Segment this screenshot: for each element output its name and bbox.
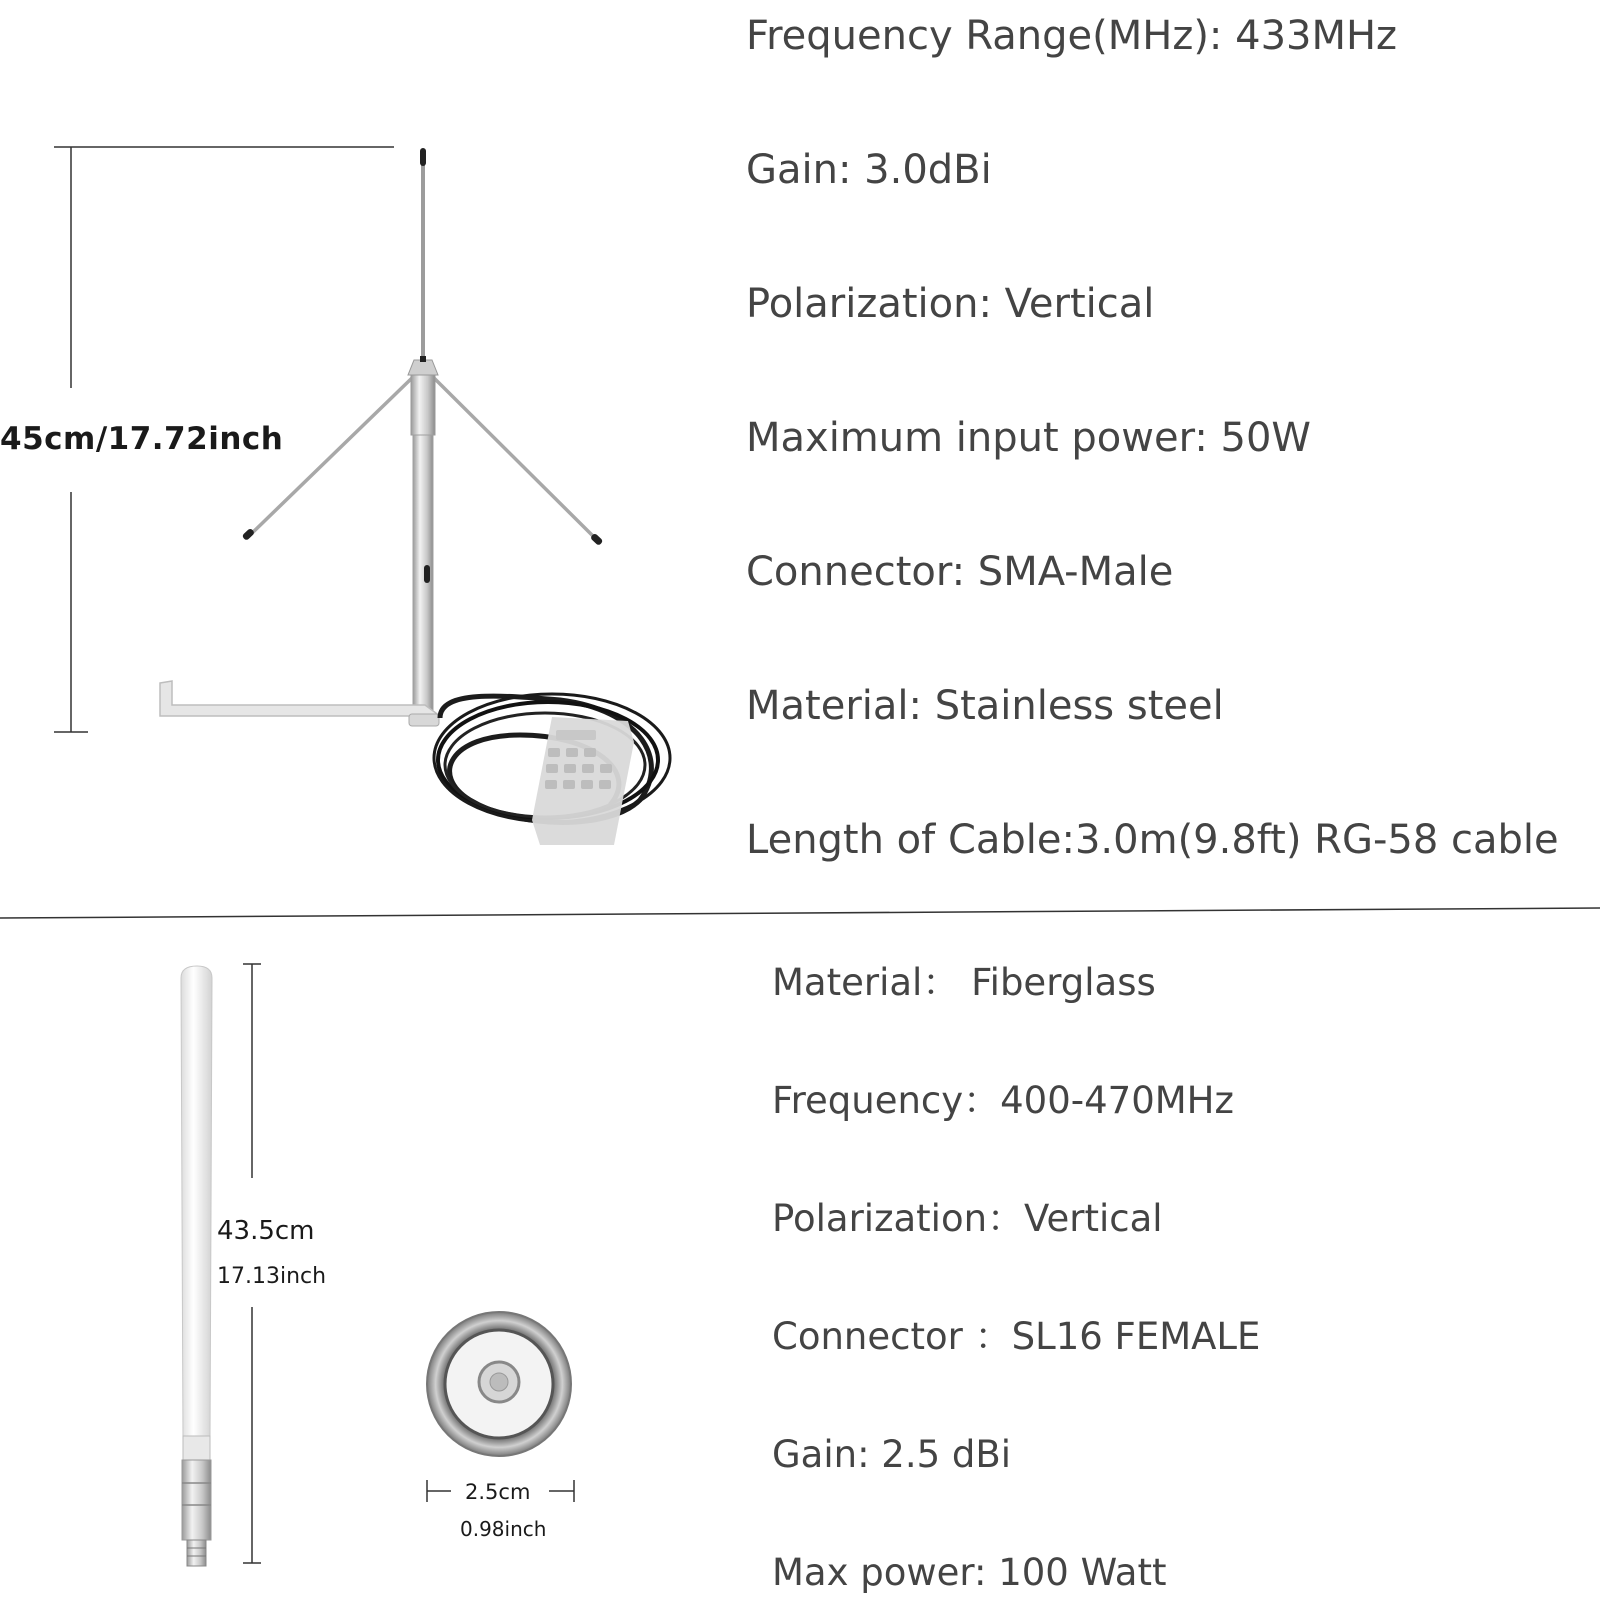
top-spec-frequency: Frequency Range(MHz): 433MHz [746, 13, 1398, 59]
top-spec-max-power: Maximum input power: 50W [746, 415, 1311, 461]
top-spec-polarization: Polarization: Vertical [746, 281, 1155, 327]
bottom-height-cm-label: 43.5cm [217, 1216, 315, 1246]
section-divider [0, 908, 1600, 918]
top-spec-connector: Connector: SMA-Male [746, 549, 1174, 595]
bottom-spec-polarization: Polarization：Vertical [772, 1197, 1163, 1240]
bottom-spec-gain: Gain: 2.5 dBi [772, 1433, 1012, 1476]
connector-image [427, 1312, 571, 1456]
connector-width-inch-label: 0.98inch [460, 1517, 547, 1541]
top-spec-material: Material: Stainless steel [746, 683, 1224, 729]
bottom-spec-material: Material： Fiberglass [772, 961, 1156, 1004]
bottom-spec-connector: Connector ：SL16 FEMALE [772, 1315, 1261, 1358]
top-spec-gain: Gain: 3.0dBi [746, 147, 992, 193]
bottom-height-inch-label: 17.13inch [217, 1264, 327, 1289]
fiberglass-antenna-image [181, 966, 212, 1566]
bottom-spec-max-power: Max power: 100 Watt [772, 1551, 1167, 1594]
top-height-label: 45cm/17.72inch [0, 421, 284, 457]
top-spec-cable: Length of Cable:3.0m(9.8ft) RG-58 cable [746, 817, 1559, 863]
connector-width-cm-label: 2.5cm [465, 1480, 531, 1504]
bottom-spec-frequency: Frequency：400-470MHz [772, 1079, 1234, 1122]
